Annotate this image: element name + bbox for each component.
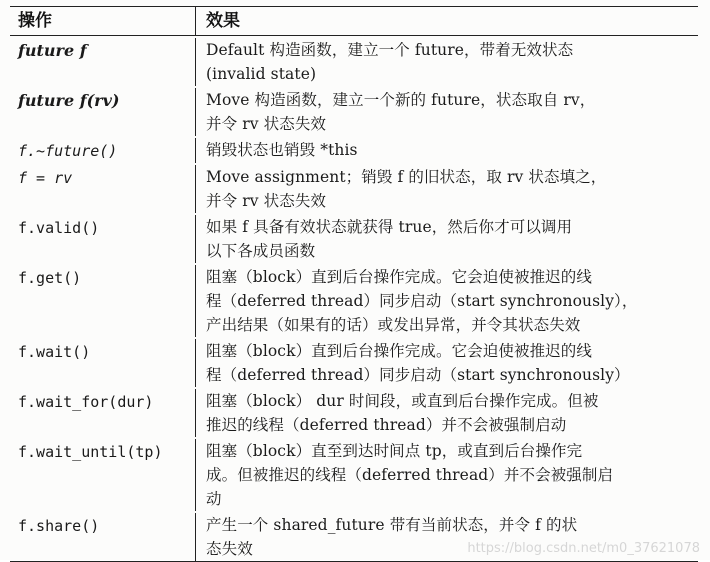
effect-cell: 阻塞（block）直至到达时间点 tp，或直到后台操作完 成。但被推迟的线程（deferred thread）并不会被强制启 动 [206,442,614,508]
header-effect: 效果 [206,11,240,31]
operation-cell: f.wait_until(tp) [18,443,163,461]
effect-cell: Move 构造函数，建立一个新的 future，状态取自 rv， 并令 rv 状态失效 [206,91,596,133]
operation-cell: f.get() [18,269,82,287]
effect-cell: 阻塞（block）直到后台操作完成。它会迫使被推迟的线 程（deferred thread）同步启动（start synchronously）， 产出结果（如果有的话）或发出异常，并令其状态失效 [206,268,638,334]
table-row [10,337,698,387]
effect-cell: 如果 f 具备有效状态就获得 true，然后你才可以调用 以下各成员函数 [206,218,573,260]
operation-cell: future f(rv) [18,91,120,110]
table-row [10,163,698,213]
table-row [10,213,698,263]
effect-cell: 阻塞（block） dur 时间段，或直到后台操作完成。但被 推迟的线程（deferred thread）并不会被强制启动 [206,392,599,434]
operation-cell: f.wait() [18,343,91,361]
future-operations-table [10,6,698,562]
table-row [10,136,698,163]
operation-cell: f = rv [18,169,73,187]
effect-cell: 阻塞（block）直到后台操作完成。它会迫使被推迟的线 程（deferred thread）同步启动（start synchronously） [206,342,630,384]
table-row [10,387,698,437]
operation-cell: f.share() [18,517,100,535]
effect-cell: 销毁状态也销毁 *this [206,141,358,159]
effect-cell: Default 构造函数，建立一个 future，带着无效状态 (invalid state) [206,41,574,83]
table-header [10,7,698,36]
effect-cell: 产生一个 shared_future 带有当前状态，并令 f 的状 态失效 [206,516,578,558]
table-row [10,86,698,136]
operation-cell: future f [18,41,87,60]
table-row [10,263,698,337]
operation-cell: f.wait_for(dur) [18,393,154,411]
watermark: https://blog.csdn.net/m0_37621078 [467,541,700,556]
effect-cell: Move assignment；销毁 f 的旧状态，取 rv 状态填之， 并令 rv 状态失效 [206,168,607,210]
operation-cell: f.valid() [18,219,100,237]
table-row [10,437,698,511]
operation-cell: f.~future() [18,142,118,160]
header-operation: 操作 [10,7,196,35]
table-row [10,36,698,86]
